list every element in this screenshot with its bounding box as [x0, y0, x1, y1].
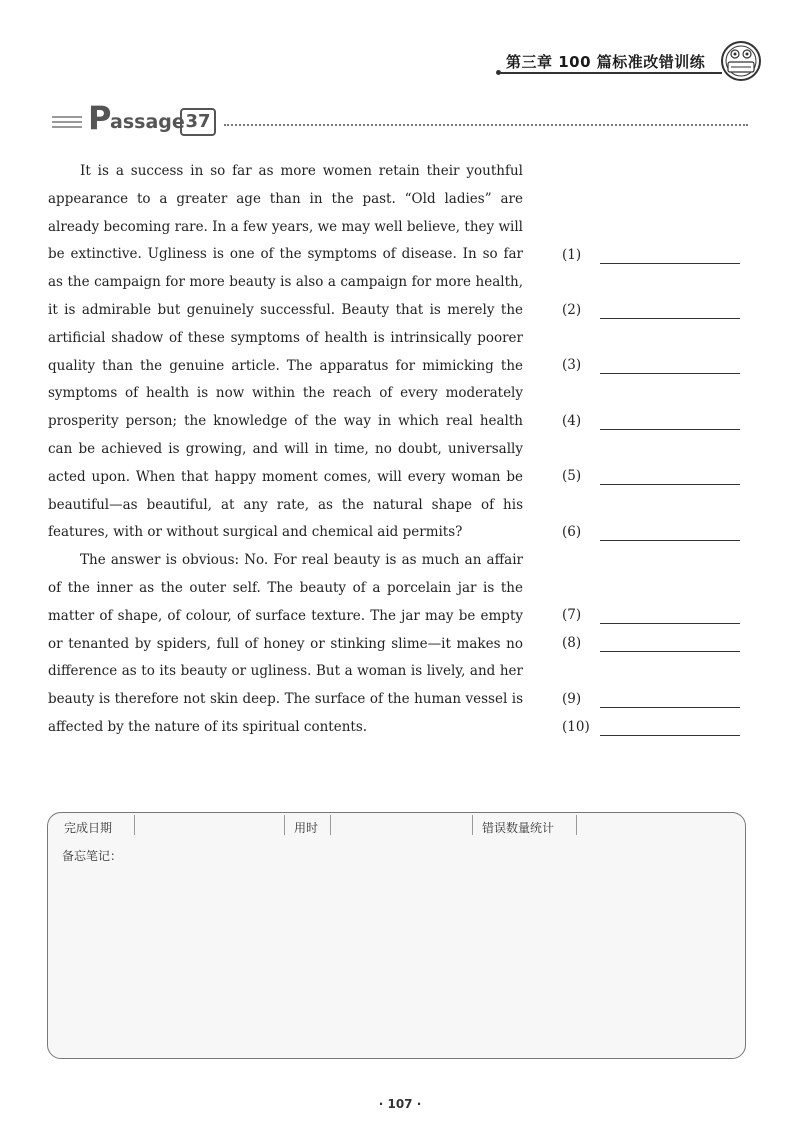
mascot-logo-icon — [720, 40, 762, 82]
heading-decoration — [52, 116, 82, 131]
passage-body — [48, 158, 523, 742]
blank-number: (2) — [562, 302, 582, 318]
answer-blank[interactable] — [562, 719, 742, 739]
blank-line — [600, 484, 740, 485]
answer-blank[interactable] — [562, 413, 742, 433]
answer-blank[interactable] — [562, 247, 742, 267]
cell-divider — [330, 815, 331, 835]
blank-number: (4) — [562, 413, 582, 429]
completion-date-label: 完成日期 — [64, 821, 113, 835]
blank-line — [600, 540, 740, 541]
heading-dotted-rule — [224, 124, 748, 126]
blank-line — [600, 651, 740, 652]
blank-line — [600, 373, 740, 374]
answer-blank[interactable] — [562, 357, 742, 377]
memo-label: 备忘笔记： — [62, 849, 123, 863]
answer-blank[interactable] — [562, 691, 742, 711]
cell-divider — [472, 815, 473, 835]
cell-divider — [134, 815, 135, 835]
blank-number: (10) — [562, 719, 590, 735]
answer-blank[interactable] — [562, 524, 742, 544]
blank-number: (3) — [562, 357, 582, 373]
blank-line — [600, 735, 740, 736]
passage-heading-initial: P — [88, 99, 112, 137]
blank-line — [600, 263, 740, 264]
answer-blank[interactable] — [562, 635, 742, 655]
paragraph: The answer is obvious: No. For real beauty is as much an affair of the inner as the outer self. The beauty of a porcelain jar is the matter of shape, of colour, of surface texture. The jar may be empty or tenanted by spiders, full of honey or stinking slime—it makes no difference as to its beauty or ugliness. But a woman is lively, and her beauty is therefore not skin deep. The surface of the human vessel is affected by the nature of its spiritual contents. — [48, 552, 523, 735]
cell-divider — [576, 815, 577, 835]
blank-number: (8) — [562, 635, 582, 651]
blank-number: (6) — [562, 524, 582, 540]
blank-number: (7) — [562, 607, 582, 623]
answer-blank[interactable] — [562, 607, 742, 627]
paragraph: It is a success in so far as more women retain their youthful appearance to a greater age than in the past. “Old ladies” are already becoming rare. In a few years, we may well believe, they will be extinctive. Ugliness is one of the symptoms of disease. In so far as the campaign for more beauty is also a campaign for more health, it is admirable but genuinely successful. Beauty that is merely the artificial shadow of these symptoms of health is intrinsically poorer quality than the genuine article. The apparatus for mimicking the symptoms of health is now within the reach of every moderately prosperity person; the knowledge of the way in which real health can be achieved is growing, and will in time, no doubt, universally acted upon. When that happy moment comes, will every woman be beautiful—as beautiful, at any rate, as the natural shape of his features, with or without surgical and chemical aid permits? — [48, 163, 523, 541]
page-number: · 107 · — [378, 1097, 422, 1111]
passage-heading-text: assage — [110, 111, 185, 133]
passage-number: 37 — [180, 108, 216, 136]
notes-header-row — [48, 813, 745, 839]
blank-number: (1) — [562, 247, 582, 263]
notes-box — [47, 812, 746, 1059]
error-count-label: 错误数量统计 — [482, 821, 555, 835]
passage-heading — [52, 100, 752, 140]
answer-blank[interactable] — [562, 468, 742, 488]
chapter-header — [500, 40, 800, 80]
header-rule — [500, 72, 722, 74]
time-used-label: 用时 — [294, 821, 319, 835]
cell-divider — [284, 815, 285, 835]
blank-line — [600, 623, 740, 624]
chapter-title: 第三章 100 篇标准改错训练 — [506, 53, 706, 71]
blank-line — [600, 429, 740, 430]
blank-number: (5) — [562, 468, 582, 484]
blank-line — [600, 707, 740, 708]
answer-blank[interactable] — [562, 302, 742, 322]
blank-line — [600, 318, 740, 319]
blank-number: (9) — [562, 691, 582, 707]
